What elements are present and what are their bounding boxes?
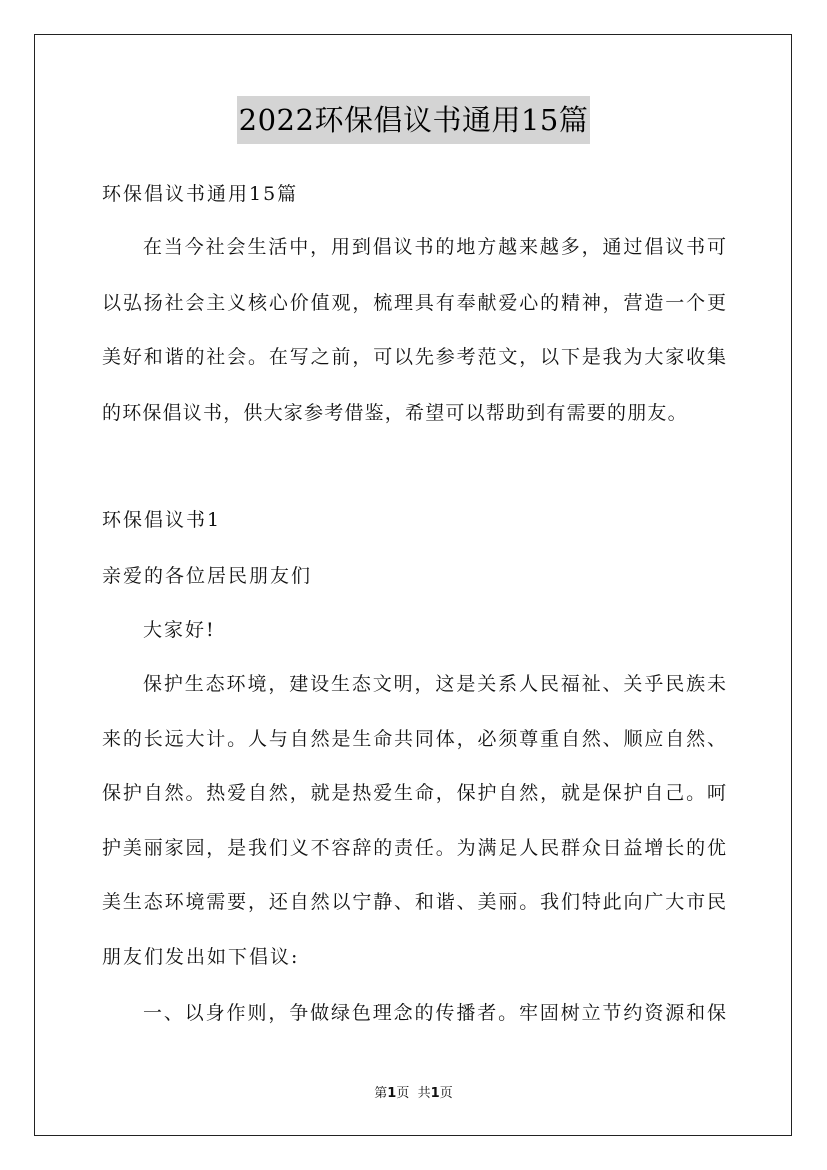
page-footer — [0, 1082, 827, 1101]
body-line: 保护自然。热爱自然，就是热爱生命，保护自然，就是保护自己。呵 — [102, 782, 726, 804]
intro-line: 以弘扬社会主义核心价值观，梳理具有奉献爱心的精神，营造一个更 — [102, 292, 726, 314]
intro-line: 美好和谐的社会。在写之前，可以先参考范文，以下是我为大家收集 — [102, 346, 726, 368]
intro-line: 的环保倡议书，供大家参考借鉴，希望可以帮助到有需要的朋友。 — [102, 402, 688, 424]
body-line: 来的长远大计。人与自然是生命共同体，必须尊重自然、顺应自然、 — [102, 728, 726, 750]
body-line: 美生态环境需要，还自然以宁静、和谐、美丽。我们特此向广大市民 — [102, 891, 726, 913]
document-subtitle: 环保倡议书通用15篇 — [102, 183, 299, 205]
page-label: 第 — [374, 1086, 388, 1101]
body-line: 护美丽家园，是我们义不容辞的责任。为满足人民群众日益增长的优 — [102, 837, 726, 859]
total-unit: 页 — [439, 1086, 453, 1101]
page-number: 1 — [387, 1086, 397, 1101]
body-line: 保护生态环境，建设生态文明，这是关系人民福祉、关乎民族未 — [143, 673, 726, 695]
total-label: 共 — [417, 1086, 431, 1101]
section-heading: 环保倡议书1 — [102, 509, 222, 531]
page-unit: 页 — [396, 1086, 410, 1101]
title-container — [0, 96, 827, 144]
greeting: 大家好! — [143, 619, 216, 641]
document-title: 2022环保倡议书通用15篇 — [237, 96, 591, 144]
intro-line: 在当今社会生活中，用到倡议书的地方越来越多，通过倡议书可 — [143, 236, 726, 258]
total-pages: 1 — [430, 1086, 440, 1101]
salutation: 亲爱的各位居民朋友们 — [102, 565, 313, 587]
body-line: 朋友们发出如下倡议: — [102, 946, 300, 968]
point-1-line: 一、以身作则，争做绿色理念的传播者。牢固树立节约资源和保 — [143, 1002, 726, 1024]
